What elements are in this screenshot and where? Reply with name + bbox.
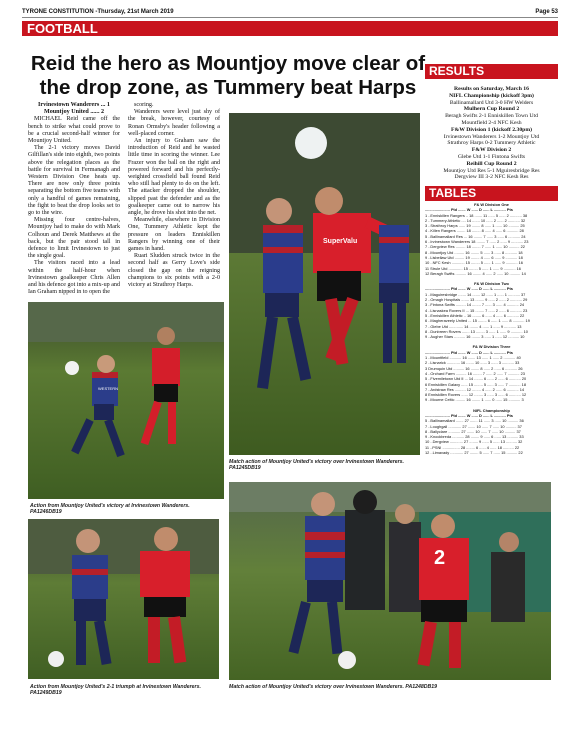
table-title: F& W Division Two	[474, 281, 509, 287]
article-paragraph: The 2-1 victory moves David Gilfillan's side into eighth, two points above the relegation places as the battle for survival in Fermanagh and Western Division One heats up. There are now only three points separating the bottom five teams with only a handful of games remaining, the fight to beat the drop looks set to go to the wire.	[28, 145, 120, 217]
article-col-2	[128, 102, 220, 289]
caption-photo-4: Match action of Mountjoy United's victory over Irvinestown Wanderers. PA1248DB19	[229, 684, 438, 690]
table-row: 12 ..Limavady ............ 27 ........ 5 ...... 7 ...... 15 .......... 22	[425, 450, 523, 456]
results-bar	[425, 64, 558, 79]
section-title: FOOTBALL	[27, 21, 98, 36]
table-row: 9 ..Lisbellaw Utd ......... 19 ........ 4 ...... 6 ...... 9 ........... 18	[425, 254, 523, 260]
shirt-number: 2	[434, 547, 446, 569]
result-line: Strathroy Harps 0-2 Tummery Athletic	[447, 140, 536, 147]
article-paragraph: scoring.	[134, 102, 154, 108]
table-header: ....................... Pld ....... W ...... D ...... L ........... Pts	[425, 349, 513, 355]
table-row: 4 ..Orchard Farm .......... 16 ........ 7 ...... 2 ...... 7 ........... 23	[425, 370, 525, 376]
result-line: Dergview III 3-2 NFC Kesh Res	[454, 174, 529, 181]
result-line: Ballinamallard Utd 3-0 HW Welders	[449, 99, 534, 106]
table-row: 2 ..Omagh Hospitals ....... 13 ........ 9 ...... 2 ...... 2 ........... 29	[425, 297, 528, 303]
masthead-left: TYRONE CONSTITUTION -Thursday, 21st March 2019	[22, 9, 174, 15]
photo-action-3	[28, 519, 219, 679]
football-icon	[338, 651, 356, 669]
football-icon	[65, 361, 79, 375]
table-row: 9 ..Mourne Celtic ......... 16 ........ 1 ...... 0 ...... 15 ........... 3	[425, 397, 524, 403]
table-row: 11 ..PSNI ................ 28 ........ 6 ...... 4 ...... 18 .......... 22	[425, 444, 520, 450]
table-row: 5 ..Fivemiletown Utd II ... 14 ........ 6 ...... 2 ...... 6 ........... 20	[425, 376, 527, 382]
table-row: 4 ..Lisnaskea Rovers II ... 15 ........ 7 ...... 2 ...... 6 ........... 23	[425, 307, 528, 313]
table-row: 6 ..Irvinestown Wanderers 18 ........ 7 ...... 2 ...... 9 ........... 23	[425, 239, 529, 245]
table-row: 7 ..Loughgall ............ 27 ....... 10 ...... 7 ...... 10 .......... 37	[425, 423, 522, 429]
table-row: 1 ..Maguiresbridge ....... 14 ....... 12 ...... 1 ...... 1 ........... 37	[425, 291, 526, 297]
results-heading: F&W Division 2	[471, 147, 512, 154]
results-heading: Mulhern Cup Round 2	[463, 106, 520, 113]
table-gap	[425, 455, 558, 460]
table-row: 3 ..Strathroy Harps ...... 19 ........ 8 ...... 1 ...... 10 .......... 25	[425, 223, 525, 229]
result-line: Glebe Utd 1-1 Fintona Swifts	[457, 153, 526, 160]
article-paragraph: Missing four centre-halves, Mountjoy had to make do with Mark Colhoun and Derek Matthews at the back, but the pair stood tall in defence to limit Irvinestown to just the single goal.	[28, 217, 120, 260]
table-header: ....................... Pld ....... W ...... D ...... L ........... Pts	[425, 207, 513, 213]
table-row: 9 ..Augher Stars .......... 16 ........ 3 ...... 1 ...... 12 .......... 10	[425, 334, 525, 340]
table-row: 9 ..Knockbreda ........... 28 ........ 9 ...... 6 ...... 13 .......... 33	[425, 434, 524, 440]
table-row: 7 ..Dergview Res ......... 18 ........ 7 ...... 1 ...... 10 .......... 22	[425, 244, 525, 250]
table-header: ....................... Pld ....... W ...... D ...... L ........... Pts	[425, 286, 513, 292]
table-row: 5 ..Ballinamallard ....... 27 ....... 11 ...... 3 ...... 10 .......... 36	[425, 418, 524, 424]
table-row: 6 Enniskillen Galaxy ...... 15 ........ 5 ...... 3 ...... 7 ........... 18	[425, 381, 526, 387]
table-row: 7 ..Glebe Utd ............. 14 ........ 4 ...... 1 ...... 9 ........... 13	[425, 323, 522, 329]
article-paragraph: An injury to Graham saw the introduction of Reid and he wasted little time in scoring the winner. Lee Frazer won the ball on the right and powered forward and his perfectly-weighted crossfield ball found Reid who still had plenty to do on the left. The attacker dropped the shoulder, slipped past the defender and as the goalkeeper came out to narrow his angle, he drove his shot into the net.	[128, 138, 220, 217]
result-line: Irvinestown Wanderers 1-2 Mountjoy Utd	[443, 133, 540, 140]
table-row: 1 ..Enniskillen Rangers .. 18 ....... 11 ...... 5 ...... 2 ........... 38	[425, 212, 528, 218]
table-row: 2 ..Tummery Athletic .... 14 ....... 10 ...... 2 ...... 2 ........... 32	[425, 217, 526, 223]
table-row: 8 ..Ballyclare ........... 27 ....... 10 ...... 7 ...... 10 .......... 37	[425, 428, 521, 434]
result-line: Mountjoy Utd Res 5-1 Mguiresbridge Res	[443, 167, 540, 174]
article-paragraph: MICHAEL Reid came off the bench to strike what could prove to be a crucial second-half winner for Mountjoy United.	[28, 116, 120, 145]
table-row: 3 Drumquin Utd .......... 16 ........ 8 ...... 2 ...... 6 ........... 26	[425, 365, 523, 371]
byline-home: Irvinestown Wanderers ... 1	[38, 102, 110, 108]
article-col-1	[28, 102, 120, 296]
photo-action-4	[229, 482, 551, 680]
table-row: 8 Enniskillen Rovers ...... 12 ........ 3 ...... 3 ...... 6 ........... 12	[425, 392, 527, 398]
results-heading: Reihill Cup Round 2	[466, 160, 517, 167]
table-title: F& W Division One	[474, 202, 509, 207]
table-row: 2 ..Lisnarick ............ 16 ....... 10 ...... 3 ...... 3 ........... 33	[425, 360, 520, 366]
caption-photo-2: Match action of Mountjoy United's victory over Irvinestown Wanderers. PA1245DB19	[229, 459, 404, 471]
article-paragraph: Wanderers were level just shy of the break, however, courtesy of Ronan Ormsby's header following a well-placed corner.	[128, 109, 220, 137]
results-heading: Results on Saturday, March 16	[454, 86, 529, 92]
masthead	[22, 8, 558, 18]
result-line: Mountfield 2-4 NFC Kesh	[461, 119, 522, 126]
table-row: 3 ..Fintona Swifts ......... 14 ........ 7 ...... 3 ...... 4 ........... 24	[425, 302, 525, 308]
article-paragraph: Meanwhile, elsewhere in Division One, Tummery Athletic kept the pressure on leaders Enniskillen Rangers by winning one of their games in hand.	[128, 217, 220, 253]
table-row: 10 ..NFC Kesh ............ 15 ........ 5 ...... 1 ...... 9 ........... 16	[425, 260, 523, 266]
table-row: 11 Strule Utd ............. 15 ........ 5 ...... 1 ...... 9 ........... 16	[425, 265, 521, 271]
table-row: 6 ..Magheraveely United ... 15 ........ 6 ...... 1 ...... 8 ........... 19	[425, 318, 530, 324]
photo-action-2	[229, 113, 420, 455]
league-tables	[425, 202, 558, 460]
shirt-sponsor: SuperValu	[323, 238, 358, 245]
table-header: ....................... Pld ....... W ...... D ...... L ........... Pts	[425, 412, 513, 418]
page-number: Page 53	[535, 9, 558, 15]
table-row: 10 ..Dergview ............ 27 ........ 9 ...... 5 ...... 13 .......... 32	[425, 439, 523, 445]
football-icon	[295, 127, 327, 159]
table-title: F& W Division Three	[472, 344, 511, 350]
results-heading: F&W Division 1 (kickoff 2.30pm)	[451, 126, 532, 133]
caption-photo-3: Action from Mountjoy United's 2-1 triumph at Irvinestown Wanderers. PA1249DB19	[30, 684, 201, 696]
article-paragraph: The visitors raced into a lead within the half-hour when Irvinestown goalkeeper Chris Allen and his defence got into a mix-up and Ian Graham nipped in to open the	[28, 260, 120, 296]
section-bar	[22, 21, 558, 36]
table-row: 4 ..Killen Rangers ........ 18 ........ 8 ...... 4 ...... 6 ........... 28	[425, 228, 524, 234]
table-row: 1 ..Mountfield ........... 16 ....... 13 ...... 1 ...... 2 ........... 40	[425, 355, 521, 361]
results-list	[425, 86, 558, 181]
headline: Reid the hero as Mountjoy move clear of the drop zone, as Tummery beat Harps	[30, 52, 426, 99]
football-icon	[48, 651, 64, 667]
result-line: Beragh Swifts 2-1 Enniskillen Town Utd	[445, 113, 538, 120]
byline-away: Mountjoy United ...... 2	[43, 109, 105, 116]
results-heading: NIFL Championship (kickoff 3pm)	[449, 92, 534, 99]
shirt-sponsor: WESTERN	[98, 386, 118, 391]
photo-action-1	[28, 302, 224, 499]
table-row: 8 ..Mountjoy Utd ......... 16 ........ 5 ...... 3 ...... 8 ........... 18	[425, 249, 523, 255]
table-row: 12 Beragh Swifts .......... 16 ........ 4 ...... 2 ...... 10 .......... 14	[425, 270, 526, 276]
table-title: NIFL Championship	[473, 407, 510, 413]
results-title: RESULTS	[429, 64, 485, 78]
table-row: 5 ..Enniskillen Athletic .. 16 ........ 6 ...... 4 ...... 6 ........... 22	[425, 312, 525, 318]
tables-title: TABLES	[429, 186, 477, 200]
tables-bar	[425, 186, 558, 201]
caption-photo-1: Action from Mountjoy United's victory at Irvinestown Wanderers. PA1246DB19	[30, 503, 190, 515]
article-paragraph: Ruari Sludden struck twice in the second half as Gerry Love's side closed the gap on the reigning champions to six points with a 2-0 victory at Strathroy Harps.	[128, 253, 220, 289]
table-row: 5 ..Ballinamallard Res ... 16 ........ 7 ...... 3 ...... 6 ........... 24	[425, 233, 526, 239]
table-row: 7 ..Ardstraw Res .......... 12 ........ 4 ...... 2 ...... 6 ........... 14	[425, 386, 525, 392]
table-row: 8 ..Dunbreen Rovers ....... 13 ........ 3 ...... 1 ...... 9 ........... 10	[425, 328, 528, 334]
